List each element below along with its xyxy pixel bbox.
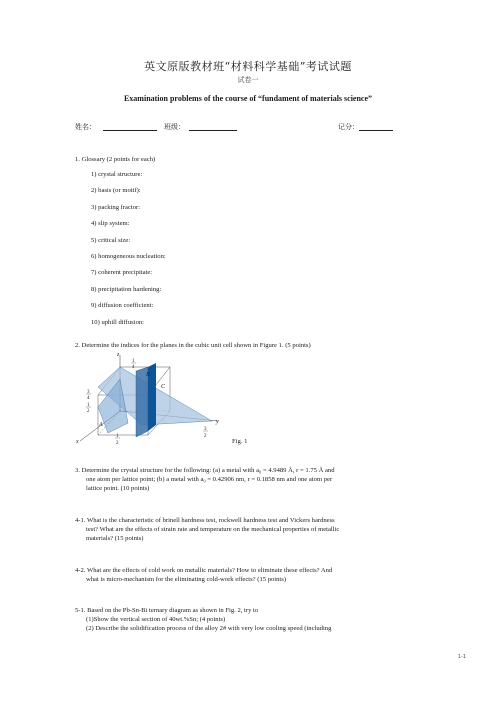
fraction-denominator: 2 [87, 409, 90, 414]
class-blank[interactable] [189, 122, 237, 131]
score-blank[interactable] [359, 122, 393, 131]
question-4-2-line-1: 4-2. What are the effects of cold work on metallic materials? How to eliminate these effects? And [75, 567, 333, 574]
plane-b-label: B [146, 372, 150, 378]
question-3-line-2: one atom per lattice point; (b) a metal with a₀ = 0.42906 nm, r = 0.1858 nm and one atom per [86, 476, 333, 483]
question-5-1-line-3: (2) Describe the solidification process of the alloy 2# with very low cooling speed (including [86, 625, 332, 632]
unit-cell-figure [70, 349, 230, 449]
class-label: 班级： [164, 123, 185, 131]
question-4-1-line-2: test? What are the effects of strain rate and temperature on the mechanical properties of metallic [86, 526, 340, 533]
question-5-1-line-2: (1)Show the vertical section of 40wt.%Sn; (4 points) [86, 616, 226, 623]
question-1-heading: 1. Glossary (2 points for each) [75, 156, 156, 163]
name-blank[interactable] [103, 122, 157, 131]
question-4-2-line-2: what is micro-mechanism for the eliminating cold-work effects? (15 points) [86, 576, 287, 583]
plane-a-label: A [99, 422, 103, 428]
glossary-list [91, 171, 166, 335]
glossary-item: 4) slip system: [91, 220, 130, 228]
glossary-item: 3) packing fractor: [91, 203, 141, 211]
z-axis-label: z [117, 352, 120, 358]
question-2-text: 2. Determine the indices for the planes in the cubic unit cell shown in Figure 1. (5 points) [75, 342, 311, 349]
fraction-denominator: 4 [132, 365, 135, 370]
glossary-item: 2) basis (or motif): [91, 187, 141, 195]
question-3-line-1: 3. Determine the crystal structure for the following: (a) a metal with a₀ = 4.9489 Å, r = 1.75 Å and [75, 467, 335, 474]
question-4-2 [75, 566, 423, 584]
page-number: 1-1 [458, 654, 466, 660]
fraction-denominator: 4 [87, 396, 90, 401]
question-3 [75, 466, 423, 493]
question-5-1-line-1: 5-1. Based on the Pb-Sn-Bi ternary diagram as shown in Fig. 2, try to [75, 607, 259, 614]
page-title-en: Examination problems of the course of “fundament of materials science” [123, 94, 373, 103]
fraction-numerator: 3 [204, 427, 207, 432]
question-4-1-line-1: 4-1. What is the characteristic of brinell hardness test, rockwell hardness test and Vickers hardness [75, 517, 335, 524]
question-5-1 [75, 606, 423, 633]
y-axis-label: y [216, 419, 219, 425]
page-title-cn: 英文原版教材班“材料科学基础”考试试题 [144, 60, 352, 73]
glossary-item: 5) critical size: [91, 236, 131, 244]
question-3-line-3: lattice point. (10 points) [86, 485, 150, 492]
question-4-1-line-3: materials? (15 points) [86, 535, 144, 542]
fraction-numerator: 1 [87, 403, 90, 408]
glossary-item: 1) crystal structure: [91, 171, 143, 178]
fraction-numerator: 1 [116, 434, 119, 439]
glossary-item: 9) diffusion coefficient: [91, 302, 154, 310]
glossary-item: 7) coherent precipitate: [91, 269, 153, 277]
glossary-item: 6) homogeneous nucleation: [91, 252, 166, 260]
glossary-item: 10) uphill diffusion: [91, 318, 144, 326]
question-4-1 [75, 516, 423, 543]
score-label: 记分： [338, 123, 359, 131]
fraction-denominator: 2 [116, 441, 119, 446]
x-axis-label: x [76, 439, 79, 445]
plane-c-label: C [161, 384, 166, 390]
glossary-item: 8) precipitation hardening: [91, 285, 162, 293]
fraction-numerator: 3 [87, 390, 90, 395]
figure-1-caption: Fig. 1 [232, 438, 248, 445]
page-subtitle-cn: 试卷一 [237, 76, 259, 84]
fraction-denominator: 2 [204, 434, 207, 439]
name-label: 姓名： [75, 123, 96, 131]
fraction-numerator: 1 [132, 359, 135, 364]
